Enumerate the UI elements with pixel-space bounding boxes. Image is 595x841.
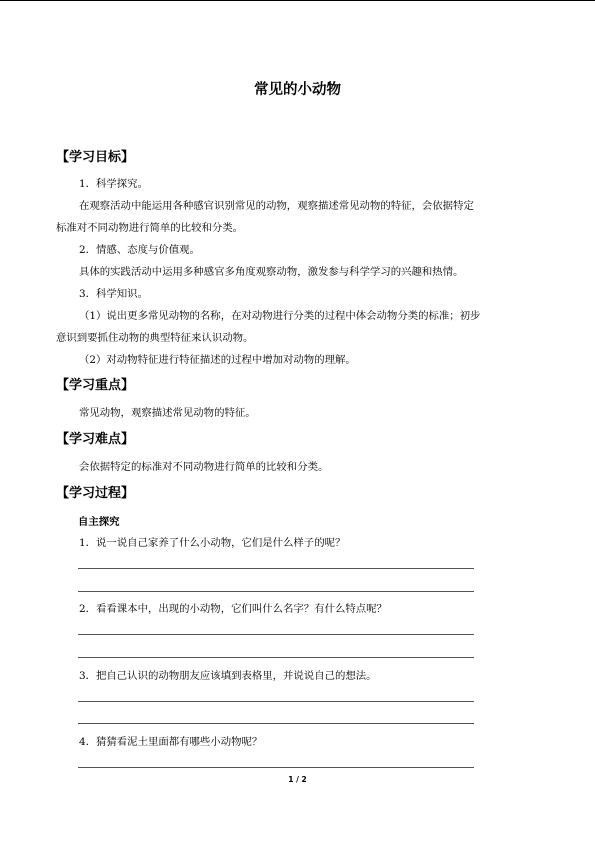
answer-line xyxy=(78,634,474,635)
goal-line: 3．科学知识。 xyxy=(79,288,148,300)
goal-line: 意识到要抓住动物的典型特征来认识动物。 xyxy=(56,332,254,344)
answer-line xyxy=(78,723,474,724)
heading-difficulties: 【学习难点】 xyxy=(56,432,135,447)
heading-key-points: 【学习重点】 xyxy=(56,378,135,393)
page-number: 1 / 2 xyxy=(288,775,307,784)
answer-line xyxy=(78,701,474,702)
goal-line: 具体的实践活动中运用多种感官多角度观察动物，激发参与科学学习的兴趣和热情。 xyxy=(79,266,464,278)
question: 2．看看课本中，出现的小动物，它们叫什么名字？有什么特点呢？ xyxy=(79,603,387,615)
question: 1．说一说自己家养了什么小动物，它们是什么样子的呢？ xyxy=(79,537,346,549)
goal-line: （1）说出更多常见动物的名称，在对动物进行分类的过程中体会动物分类的标准；初步 xyxy=(79,310,481,322)
answer-line xyxy=(78,568,474,569)
question: 3．把自己认识的动物朋友应该填到表格里，并说说自己的想法。 xyxy=(79,670,377,682)
goal-line: （2）对动物特征进行特征描述的过程中增加对动物的理解。 xyxy=(79,354,356,366)
answer-line xyxy=(78,591,474,592)
heading-goals: 【学习目标】 xyxy=(56,150,135,165)
header-rule xyxy=(0,0,595,1)
question: 4．猜猜看泥土里面都有哪些小动物呢？ xyxy=(79,736,263,748)
goal-line: 在观察活动中能运用各种感官识别常见的动物，观察描述常见动物的特征，会依据特定 xyxy=(79,200,474,212)
goal-line: 标准对不同动物进行简单的比较和分类。 xyxy=(56,222,244,234)
heading-process: 【学习过程】 xyxy=(56,486,135,501)
key-points-text: 常见动物，观察描述常见动物的特征。 xyxy=(79,407,256,419)
goal-line: 2．情感、态度与价值观。 xyxy=(79,244,200,256)
goal-line: 1．科学探究。 xyxy=(79,178,148,190)
subheading-self-study: 自主探究 xyxy=(78,516,120,528)
answer-line xyxy=(78,767,474,768)
difficulties-text: 会依据特定的标准对不同动物进行简单的比较和分类。 xyxy=(79,461,329,473)
page-title: 常见的小动物 xyxy=(254,82,341,98)
answer-line xyxy=(78,657,474,658)
